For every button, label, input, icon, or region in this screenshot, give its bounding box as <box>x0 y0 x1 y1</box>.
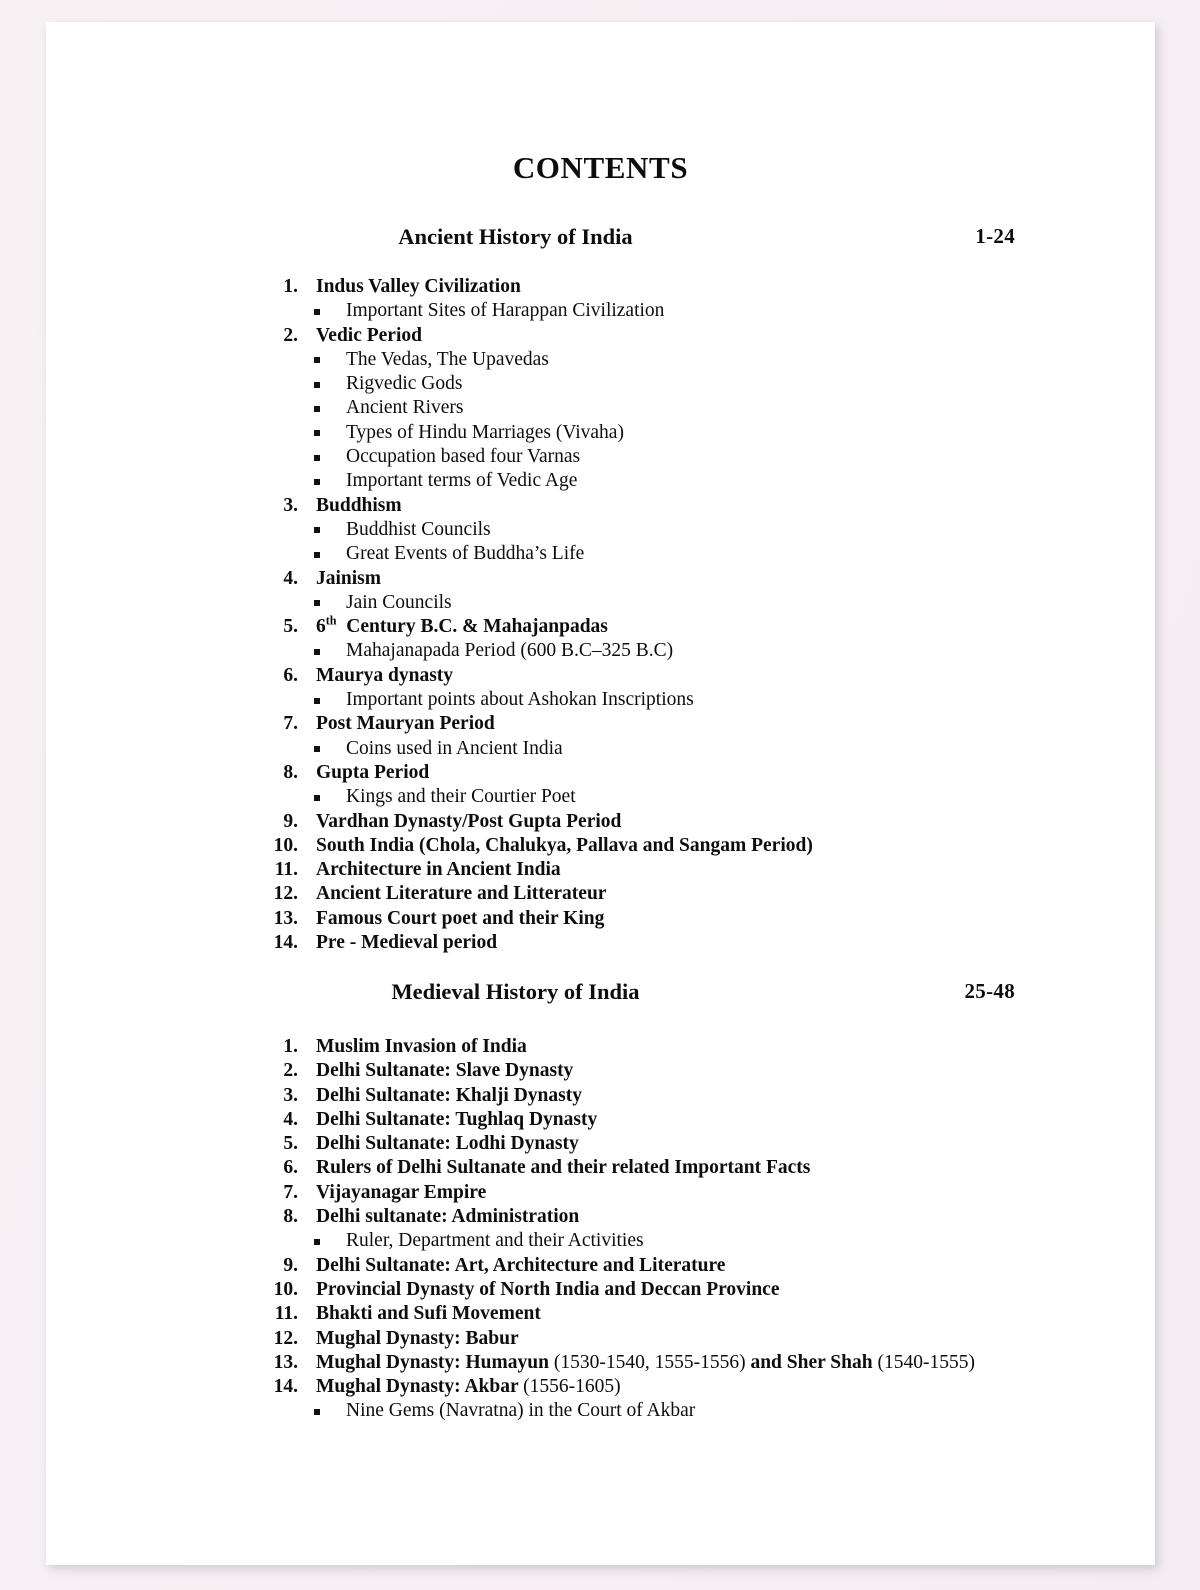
toc-entry-title: Architecture in Ancient India <box>316 859 561 881</box>
toc-sublist <box>258 348 1155 494</box>
toc-entry[interactable] <box>258 907 1155 931</box>
toc-entry-title: Rulers of Delhi Sultanate and their related Important Facts <box>316 1157 811 1179</box>
toc-entry-number: 8. <box>283 1206 298 1228</box>
toc-entry[interactable] <box>258 882 1155 906</box>
toc-entry-title: Delhi sultanate: Administration <box>316 1206 580 1228</box>
square-bullet-icon <box>314 406 320 412</box>
toc-subitem[interactable] <box>258 372 1155 396</box>
toc-subitem[interactable] <box>258 299 1155 323</box>
toc-entry-number: 6. <box>283 1157 298 1179</box>
toc-entry-number: 13. <box>273 1351 298 1373</box>
toc-entry-title: Vijayanagar Empire <box>316 1181 487 1203</box>
toc-entry[interactable] <box>258 1132 1155 1156</box>
page-title: CONTENTS <box>512 150 689 185</box>
toc-entry[interactable] <box>258 858 1155 882</box>
toc-subitem-group <box>258 1229 1155 1253</box>
toc-subitem[interactable] <box>258 421 1155 445</box>
square-bullet-icon <box>314 479 320 485</box>
toc-list-medieval <box>46 1035 1155 1424</box>
toc-entry-title: Muslim Invasion of India <box>316 1036 527 1057</box>
toc-subitem[interactable] <box>258 591 1155 615</box>
toc-entry-number: 14. <box>273 1376 298 1398</box>
toc-subitem[interactable] <box>258 518 1155 542</box>
toc-entry-title: Gupta Period <box>316 761 430 783</box>
square-bullet-icon <box>314 600 320 606</box>
toc-entry[interactable] <box>258 1254 1155 1278</box>
toc-entry[interactable] <box>258 1035 1155 1059</box>
section-medieval-history <box>46 979 1155 1424</box>
toc-entry[interactable] <box>258 712 1155 736</box>
toc-subitem-group <box>258 737 1155 761</box>
toc-entry-number: 13. <box>273 907 298 929</box>
toc-sublist <box>258 639 1155 663</box>
toc-entry[interactable] <box>258 567 1155 591</box>
toc-subitem[interactable] <box>258 639 1155 663</box>
toc-subitem-label: Jain Councils <box>346 591 452 613</box>
toc-entry-number: 11. <box>274 859 298 881</box>
toc-subitem-label: Mahajanapada Period (600 B.C–325 B.C) <box>346 640 674 662</box>
toc-entry-number: 10. <box>273 1278 298 1300</box>
toc-entry-number: 8. <box>283 761 298 783</box>
toc-subitem-group <box>258 639 1155 663</box>
toc-entry[interactable] <box>258 1278 1155 1302</box>
toc-subitem-label: Kings and their Courtier Poet <box>346 786 576 808</box>
toc-entry-number: 3. <box>283 1084 298 1106</box>
toc-entry-title: Post Mauryan Period <box>316 713 495 735</box>
toc-entry[interactable] <box>258 275 1155 299</box>
toc-entry[interactable] <box>258 1375 1155 1399</box>
toc-subitem[interactable] <box>258 1399 1155 1423</box>
toc-sublist <box>258 1229 1155 1253</box>
toc-subitem[interactable] <box>258 737 1155 761</box>
toc-subitem[interactable] <box>258 542 1155 566</box>
toc-subitem[interactable] <box>258 1229 1155 1253</box>
toc-entry-number: 12. <box>273 1327 298 1349</box>
toc-entry-title: Mughal Dynasty: Humayun (1530-1540, 1555-1556) and Sher Shah (1540-1555) <box>316 1351 975 1373</box>
toc-entry-number: 9. <box>283 810 298 832</box>
square-bullet-icon <box>314 309 320 315</box>
toc-entry[interactable] <box>258 324 1155 348</box>
toc-subitem[interactable] <box>258 348 1155 372</box>
toc-entry-title: Ancient Literature and Litterateur <box>316 883 607 905</box>
toc-entry-number: 4. <box>283 567 298 589</box>
toc-subitem-group <box>258 1399 1155 1423</box>
toc-subitem[interactable] <box>258 688 1155 712</box>
square-bullet-icon <box>314 1409 320 1415</box>
toc-sublist <box>258 737 1155 761</box>
toc-subitem-label: Ancient Rivers <box>346 397 464 419</box>
toc-entry[interactable] <box>258 1302 1155 1326</box>
section-heading-row <box>46 224 1155 258</box>
toc-entry-title: Delhi Sultanate: Khalji Dynasty <box>316 1084 582 1106</box>
toc-entry-title: Delhi Sultanate: Tughlaq Dynasty <box>316 1108 598 1130</box>
square-bullet-icon <box>314 455 320 461</box>
toc-entry[interactable] <box>258 1059 1155 1083</box>
toc-subitem-group <box>258 348 1155 494</box>
toc-entry[interactable] <box>258 761 1155 785</box>
toc-entry-title: Delhi Sultanate: Lodhi Dynasty <box>316 1133 579 1155</box>
toc-entry-title: 6th Century B.C. & Mahajanpadas <box>316 613 608 638</box>
toc-entry-title: Famous Court poet and their King <box>316 907 605 929</box>
toc-entry[interactable] <box>258 1156 1155 1180</box>
section-page-range: 1-24 <box>975 224 1015 248</box>
toc-entry-number: 1. <box>283 276 298 297</box>
toc-entry-number: 7. <box>283 1181 298 1203</box>
section-ancient-history <box>46 224 1155 955</box>
toc-sublist <box>258 518 1155 567</box>
toc-entry[interactable] <box>258 1108 1155 1132</box>
toc-entry-title: Maurya dynasty <box>316 664 454 686</box>
toc-sublist <box>258 688 1155 712</box>
toc-entry-number: 10. <box>273 834 298 856</box>
toc-entry-number: 12. <box>273 883 298 905</box>
toc-entry-number: 7. <box>283 713 298 735</box>
page-content <box>46 22 1155 1565</box>
square-bullet-icon <box>314 357 320 363</box>
toc-entry-title: South India (Chola, Chalukya, Pallava and Sangam Period) <box>316 834 813 856</box>
section-heading-title: Medieval History of India <box>391 979 640 1004</box>
toc-subitem-label: Buddhist Councils <box>346 518 491 540</box>
square-bullet-icon <box>314 698 320 704</box>
toc-subitem-group <box>258 299 1155 323</box>
toc-entry[interactable] <box>258 664 1155 688</box>
square-bullet-icon <box>314 552 320 558</box>
square-bullet-icon <box>314 527 320 533</box>
toc-entry-number: 14. <box>273 932 298 954</box>
toc-entry-title: Delhi Sultanate: Art, Architecture and Literature <box>316 1254 726 1276</box>
toc-subitem-label: Great Events of Buddha’s Life <box>346 543 585 565</box>
section-heading-title: Ancient History of India <box>398 224 633 249</box>
toc-subitem-label: Occupation based four Varnas <box>346 446 581 468</box>
toc-subitem-label: Types of Hindu Marriages (Vivaha) <box>346 421 624 443</box>
toc-entry-title: Indus Valley Civilization <box>316 276 521 297</box>
toc-sublist <box>258 1399 1155 1423</box>
toc-subitem-group <box>258 785 1155 809</box>
toc-entry-number: 6. <box>283 664 298 686</box>
toc-entry-title: Vedic Period <box>316 324 422 346</box>
toc-subitem-group <box>258 591 1155 615</box>
toc-subitem-label: Ruler, Department and their Activities <box>346 1230 644 1252</box>
toc-entry-number: 3. <box>283 494 298 516</box>
toc-entry-number: 5. <box>283 1133 298 1155</box>
toc-entry-title: Delhi Sultanate: Slave Dynasty <box>316 1060 574 1082</box>
toc-subitem[interactable] <box>258 469 1155 493</box>
toc-subitem-label: Rigvedic Gods <box>346 373 463 395</box>
square-bullet-icon <box>314 1239 320 1245</box>
toc-entry[interactable] <box>258 834 1155 858</box>
toc-subitem-label: Coins used in Ancient India <box>346 737 563 759</box>
toc-entry[interactable] <box>258 1205 1155 1229</box>
toc-entry-number: 11. <box>274 1303 298 1325</box>
toc-subitem-label: Nine Gems (Navratna) in the Court of Akbar <box>346 1400 696 1422</box>
toc-subitem-label: The Vedas, The Upavedas <box>346 348 549 370</box>
toc-entry[interactable] <box>258 615 1155 639</box>
square-bullet-icon <box>314 430 320 436</box>
toc-entry-title: Pre - Medieval period <box>316 932 498 954</box>
toc-entry-title: Mughal Dynasty: Babur <box>316 1327 519 1349</box>
toc-entry-title: Bhakti and Sufi Movement <box>316 1303 541 1325</box>
square-bullet-icon <box>314 382 320 388</box>
toc-entry-number: 4. <box>283 1108 298 1130</box>
toc-entry-number: 9. <box>283 1254 298 1276</box>
toc-entry-title: Vardhan Dynasty/Post Gupta Period <box>316 810 622 832</box>
toc-subitem[interactable] <box>258 785 1155 809</box>
toc-entry-title: Provincial Dynasty of North India and Deccan Province <box>316 1278 780 1300</box>
toc-subitem-group <box>258 518 1155 567</box>
toc-subitem-group <box>258 688 1155 712</box>
toc-entry[interactable] <box>258 1327 1155 1351</box>
toc-sublist <box>258 591 1155 615</box>
toc-entry[interactable] <box>258 931 1155 955</box>
toc-entry-number: 1. <box>283 1036 298 1057</box>
toc-subitem[interactable] <box>258 445 1155 469</box>
toc-entry-title: Buddhism <box>316 494 402 516</box>
toc-list-ancient <box>46 275 1155 955</box>
section-heading-row <box>46 979 1155 1013</box>
toc-entry-number: 2. <box>283 324 298 346</box>
toc-entry[interactable] <box>258 1084 1155 1108</box>
toc-entry[interactable] <box>258 494 1155 518</box>
toc-subitem-label: Important terms of Vedic Age <box>346 470 578 492</box>
square-bullet-icon <box>314 649 320 655</box>
toc-subitem[interactable] <box>258 396 1155 420</box>
square-bullet-icon <box>314 746 320 752</box>
toc-subitem-label: Important Sites of Harappan Civilization <box>346 300 665 322</box>
toc-subitem-label: Important points about Ashokan Inscriptions <box>346 689 694 711</box>
toc-entry[interactable] <box>258 810 1155 834</box>
toc-entry[interactable] <box>258 1181 1155 1205</box>
toc-entry-title: Jainism <box>316 567 382 589</box>
toc-entry-number: 2. <box>283 1060 298 1082</box>
toc-entry[interactable] <box>258 1351 1155 1375</box>
square-bullet-icon <box>314 795 320 801</box>
section-page-range: 25-48 <box>964 979 1015 1003</box>
toc-sublist <box>258 299 1155 323</box>
toc-entry-number: 5. <box>283 616 298 638</box>
document-page <box>46 22 1155 1565</box>
toc-sublist <box>258 785 1155 809</box>
toc-entry-title: Mughal Dynasty: Akbar (1556-1605) <box>316 1376 621 1398</box>
